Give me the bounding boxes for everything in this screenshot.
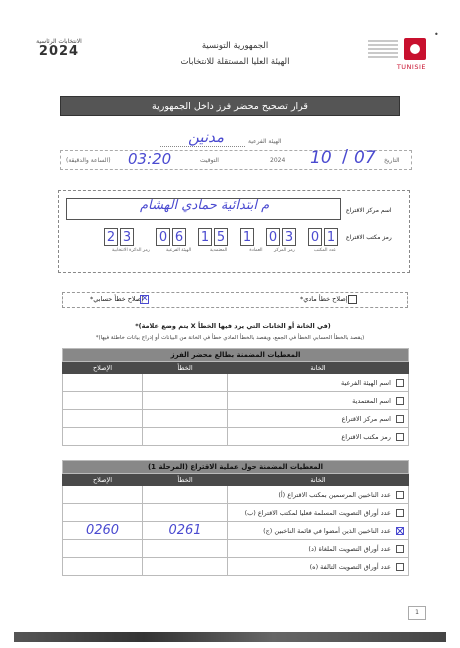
bottom-scan-bar <box>14 632 446 642</box>
item-cell: عدد أوراق التصويت المسلمة فعليا لمكتب الاقتراع (ب) <box>228 504 409 522</box>
row-checkbox[interactable] <box>396 491 404 499</box>
code-digit: 3 <box>282 228 296 246</box>
fix-cell <box>63 504 143 522</box>
row-checkbox[interactable] <box>396 563 404 571</box>
hayaa-value: مدنين <box>188 128 225 146</box>
item-cell: عدد الناخبين المرسمين بمكتب الاقتراع (أ) <box>228 486 409 504</box>
section2-title: المعطيات المضمنة حول عملية الاقتراع (المرحلة 1) <box>63 461 409 474</box>
code-digit: 1 <box>240 228 254 246</box>
item-cell: عدد أوراق التصويت التالفة (ه) <box>228 558 409 576</box>
table-row: اسم مركز الاقتراع <box>63 410 409 428</box>
code-digit: 1 <box>198 228 212 246</box>
header-titles <box>150 38 320 70</box>
fix-cell <box>63 540 143 558</box>
code-digit: 2 <box>104 228 118 246</box>
code-digit: 1 <box>324 228 338 246</box>
republic-title: الجمهورية التونسية <box>201 41 269 51</box>
code-digit: 3 <box>120 228 134 246</box>
table-row: رمز مكتب الاقتراع <box>63 428 409 446</box>
fix-cell: 0260 <box>63 522 143 540</box>
error-cell <box>143 504 228 522</box>
row-checkbox[interactable] <box>396 545 404 553</box>
material-error-checkbox[interactable] <box>348 295 357 304</box>
table-row <box>63 504 409 522</box>
table-row <box>63 558 409 576</box>
table-row <box>63 486 409 504</box>
corner-mark: • <box>434 30 439 39</box>
instruction-note: *(يتم وضع علامة X في الخانة أو الخانات التي يرد فيها الخطأ) <box>135 322 331 330</box>
item-cell: عدد أوراق التصويت الملغاة (د) <box>228 540 409 558</box>
table-row <box>63 540 409 558</box>
center-name-value: م ابتدائية حمادي الهشام <box>140 198 270 213</box>
form-title: قرار تصحيح محضر فرز داخل الجمهورية <box>60 96 400 116</box>
section2-table: المعطيات المضمنة حول عملية الاقتراع (المرحلة 1) الإصلاح الخطأ الخانة عدد الناخبين المرسمين بمكتب الاقتراع (أ) عدد أوراق التصويت المسلمة فعليا لمكتب الاقتراع (ب) 0260 0261 عدد الناخبين الذين أمضوا في قائمة الناخبين (ج) عدد أوراق التصويت الملغاة (د) عدد أوراق التصويت التالفة (ه) <box>62 460 409 576</box>
fix-cell <box>63 558 143 576</box>
material-error-label: *إصلاح خطأ مادي <box>300 295 348 303</box>
isie-title: الهيئة العليا المستقلة للانتخابات <box>180 57 290 67</box>
error-cell <box>143 540 228 558</box>
section1-table: المعطيات المضمنة بطالع محضر الفرز الإصلاح الخطأ الخانة اسم الهيئة الفرعية اسم المعتمدية اسم مركز الاقتراع رمز مكتب الاقتراع <box>62 348 409 446</box>
code-digit: 5 <box>214 228 228 246</box>
code-digit: 0 <box>308 228 322 246</box>
code-digit: 0 <box>266 228 280 246</box>
computational-error-checkbox[interactable]: ✕ <box>141 294 149 304</box>
elections-logo: الانتخابات الرئاسية 2024 <box>36 38 82 59</box>
date-day: 10 <box>310 148 332 168</box>
code-digit: 6 <box>172 228 186 246</box>
page-number: 1 <box>408 606 426 620</box>
code-digit: 0 <box>156 228 170 246</box>
error-cell: 0261 <box>143 522 228 540</box>
hayaa-label: الهيئة الفرعية <box>248 138 282 145</box>
definition-note: *(يقصد بالخطأ الحسابي الخطأ في الجمع، ويقصد بالخطأ المادي خطأ في الخانة من البيانات أو إدراج بيانات خاطئة فيها) <box>95 335 365 341</box>
section1-title: المعطيات المضمنة بطالع محضر الفرز <box>63 349 409 362</box>
time-value: 03:20 <box>128 150 172 168</box>
error-cell <box>143 486 228 504</box>
table-row: اسم المعتمدية <box>63 392 409 410</box>
computational-error-label: *إصلاح خطأ حسابي <box>90 295 144 303</box>
row-checkbox[interactable] <box>396 509 404 517</box>
table-row: اسم الهيئة الفرعية <box>63 374 409 392</box>
isie-logo: TUNISIE <box>336 36 426 76</box>
fix-cell <box>63 486 143 504</box>
row-checkbox[interactable] <box>396 527 404 535</box>
date-month: 07 <box>354 148 376 168</box>
tunisia-flag-icon <box>404 38 426 60</box>
table-row <box>63 522 409 540</box>
error-cell <box>143 558 228 576</box>
item-cell: عدد الناخبين الذين أمضوا في قائمة الناخبين (ج) <box>228 522 409 540</box>
date-year: 2024 <box>270 157 286 164</box>
